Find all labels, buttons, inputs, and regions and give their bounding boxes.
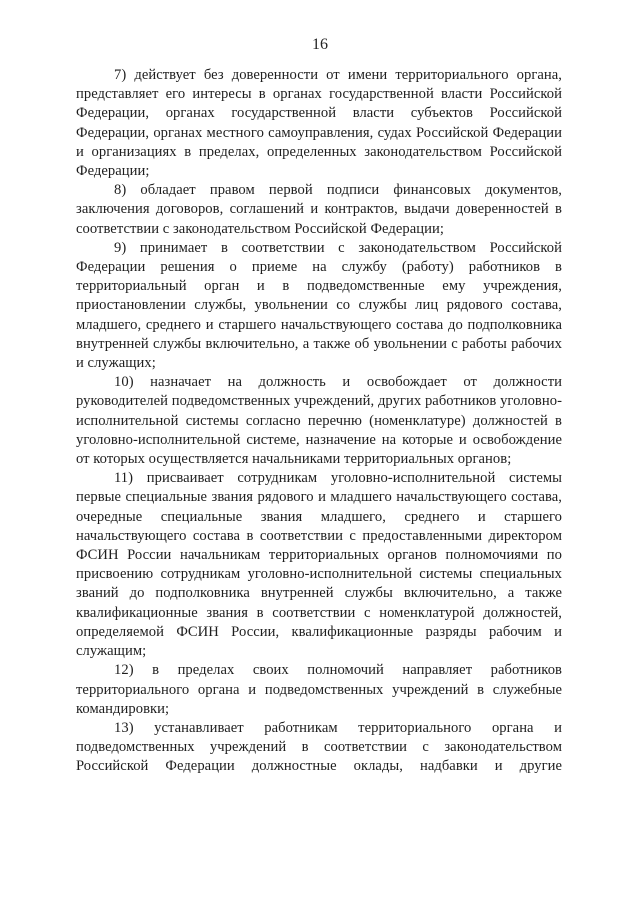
document-body	[76, 66, 562, 777]
paragraph-item-7: 7) действует без доверенности от имени территориального органа, представляет его интересы в органах государственной власти Российской Федерации, органах государственной власти субъектов Российской Федерации, органах местного самоуправления, судах Российской Федерации и организациях в пределах, определенных законодательством Российской Федерации;	[76, 67, 562, 180]
paragraph-item-13: 13) устанавливает работникам территориального органа и подведомственных учреждений в соответствии с законодательством Российской Федерации должностные оклады, надбавки и другие	[76, 719, 562, 775]
paragraph-item-10: 10) назначает на должность и освобождает от должности руководителей подведомственных учреждений, других работников уголовно-исполнительной системы согласно перечню (номенклатуре) должностей в уголовно-исполнительной системе, назначение на которые и освобождение от которых осуществляется начальниками территориальных органов;	[76, 374, 562, 468]
paragraph-item-8: 8) обладает правом первой подписи финансовых документов, заключения договоров, соглашений и контрактов, выдачи доверенностей в соответствии с законодательством Российской Федерации;	[76, 182, 562, 237]
page-number: 16	[312, 36, 328, 53]
paragraph-item-9: 9) принимает в соответствии с законодательством Российской Федерации решения о приеме на службу (работу) работников в территориальный орган и в подведомственные ему учреждения, приостановлении службы, увольнении со службы лиц рядового состава, младшего, среднего и старшего начальствующего состава до подполковника внутренней службы включительно, а также об увольнении с работы рабочих и служащих;	[76, 239, 562, 372]
paragraph-item-11: 11) присваивает сотрудникам уголовно-исполнительной системы первые специальные звания рядового и младшего начальствующего состава, очередные специальные звания младшего, среднего и старшего начальствующего состава в соответствии с предоставленными директором ФСИН России начальникам территориальных органов полномочиями по присвоению сотрудникам уголовно-исполнительной системы специальных званий до подполковника внутренней службы включительно, а также квалификационные звания в соответствии с номенклатурой должностей, определяемой ФСИН России, квалификационные разряды рабочим и служащим;	[76, 470, 562, 660]
paragraph-item-12: 12) в пределах своих полномочий направляет работников территориального органа и подведомственных учреждений в служебные командировки;	[76, 662, 562, 717]
